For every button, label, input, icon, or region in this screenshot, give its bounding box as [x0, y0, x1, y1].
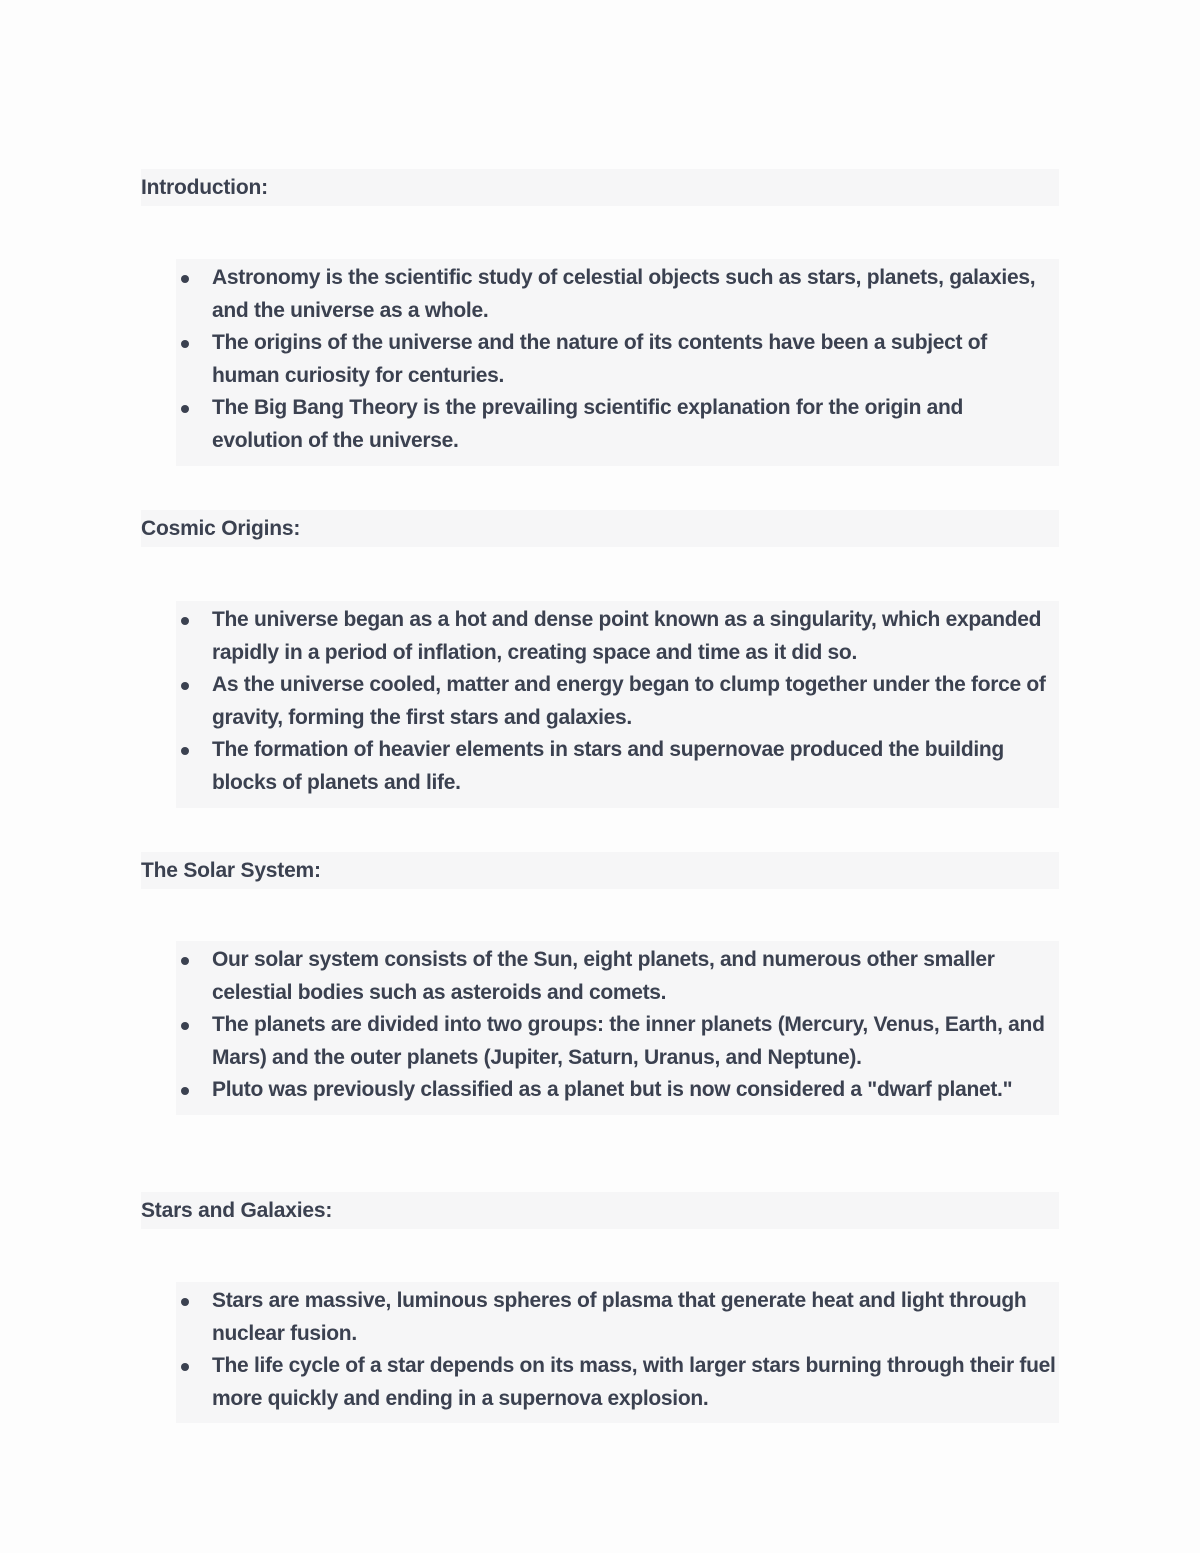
list-item-text: Pluto was previously classified as a planet but is now considered a "dwarf planet.": [212, 1078, 1013, 1102]
bullet-list: [176, 259, 1059, 466]
section-introduction: [141, 169, 1059, 452]
section-cosmic-origins: [141, 510, 1059, 794]
bullet-icon: [181, 617, 189, 625]
bullet-icon: [181, 1087, 189, 1095]
list-item-text: The planets are divided into two groups: the inner planets (Mercury, Venus, Earth, and Mars) and the outer planets (Jupiter, Saturn, Uranus, and Neptune).: [212, 1013, 1045, 1069]
list-item-text: The life cycle of a star depends on its mass, with larger stars burning through their fuel more quickly and ending in a supernova explosion.: [212, 1354, 1056, 1410]
bullet-icon: [181, 1298, 189, 1306]
list-item-text: The origins of the universe and the nature of its contents have been a subject of human curiosity for centuries.: [212, 331, 988, 387]
list-item: [176, 944, 1059, 1009]
list-item: [176, 1074, 1059, 1107]
bullet-list: [176, 601, 1059, 808]
section-heading: Stars and Galaxies:: [141, 1192, 1059, 1229]
bullet-icon: [181, 275, 189, 283]
list-item: [176, 1009, 1059, 1074]
list-item-text: The universe began as a hot and dense point known as a singularity, which expanded rapidly in a period of inflation, creating space and time as it did so.: [212, 608, 1042, 664]
section-solar-system: [141, 852, 1059, 1102]
list-item-text: Stars are massive, luminous spheres of plasma that generate heat and light through nuclear fusion.: [212, 1289, 1027, 1345]
list-item-text: The formation of heavier elements in stars and supernovae produced the building blocks of planets and life.: [212, 738, 1004, 794]
list-item: [176, 262, 1059, 327]
bullet-icon: [181, 405, 189, 413]
list-item-text: The Big Bang Theory is the prevailing scientific explanation for the origin and evolution of the universe.: [212, 396, 964, 452]
list-item: [176, 392, 1059, 457]
list-item-text: Our solar system consists of the Sun, eight planets, and numerous other smaller celestial bodies such as asteroids and comets.: [212, 948, 995, 1004]
bullet-icon: [181, 747, 189, 755]
list-item: [176, 327, 1059, 392]
list-item: [176, 1285, 1059, 1350]
section-heading: Cosmic Origins:: [141, 510, 1059, 547]
bullet-icon: [181, 1363, 189, 1371]
bullet-icon: [181, 340, 189, 348]
section-stars-galaxies: [141, 1192, 1059, 1410]
bullet-icon: [181, 682, 189, 690]
section-heading: Introduction:: [141, 169, 1059, 206]
list-item-text: As the universe cooled, matter and energy began to clump together under the force of gravity, forming the first stars and galaxies.: [212, 673, 1046, 729]
bullet-list: [176, 1282, 1059, 1423]
section-heading: The Solar System:: [141, 852, 1059, 889]
list-item: [176, 669, 1059, 734]
list-item: [176, 604, 1059, 669]
bullet-list: [176, 941, 1059, 1115]
bullet-icon: [181, 1022, 189, 1030]
bullet-icon: [181, 957, 189, 965]
list-item-text: Astronomy is the scientific study of celestial objects such as stars, planets, galaxies, and the universe as a whole.: [212, 266, 1036, 322]
list-item: [176, 1350, 1059, 1415]
list-item: [176, 734, 1059, 799]
